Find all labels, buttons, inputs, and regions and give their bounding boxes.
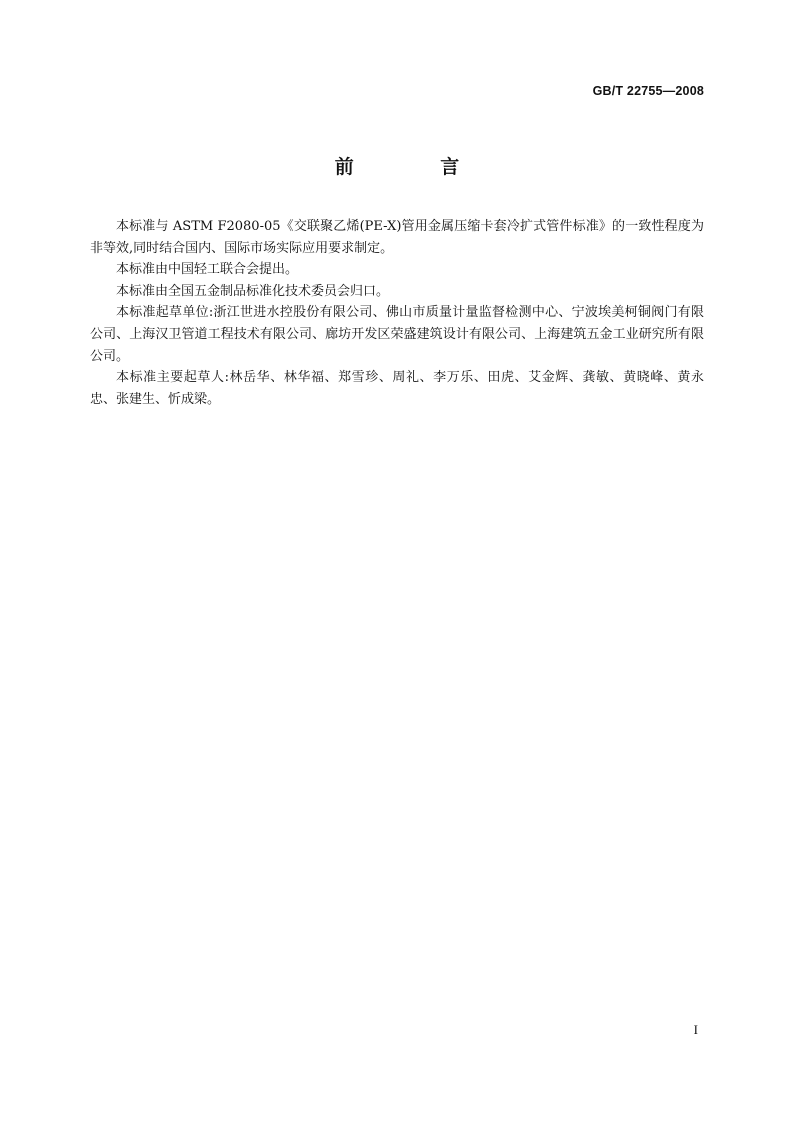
paragraph-proposer: 本标准由中国轻工联合会提出。: [116, 262, 299, 278]
paragraph-committee: 本标准由全国五金制品标准化技术委员会归口。: [116, 283, 390, 299]
standard-number: GB/T 22755—2008: [592, 84, 704, 98]
paragraph-drafting-units: 本标准起草单位:浙江世进水控股份有限公司、佛山市质量计量监督检测中心、宁波埃美柯铜阀门有限公司、上海汉卫管道工程技术有限公司、廊坊开发区荣盛建筑设计有限公司、上海建筑五金工业研究所有限公司。: [90, 305, 704, 364]
page-number: I: [693, 1022, 698, 1037]
paragraph-drafters: 本标准主要起草人:林岳华、林华福、郑雪珍、周礼、李万乐、田虎、艾金辉、龚敏、黄晓峰、黄永忠、张建生、忻成梁。: [90, 370, 704, 407]
page-title: 前 言: [334, 156, 500, 178]
paragraph-consistency: 本标准与 ASTM F2080-05《交联聚乙烯(PE-X)管用金属压缩卡套冷扩式管件标准》的一致性程度为非等效,同时结合国内、国际市场实际应用要求制定。: [90, 219, 704, 256]
foreword-body: [90, 216, 704, 410]
